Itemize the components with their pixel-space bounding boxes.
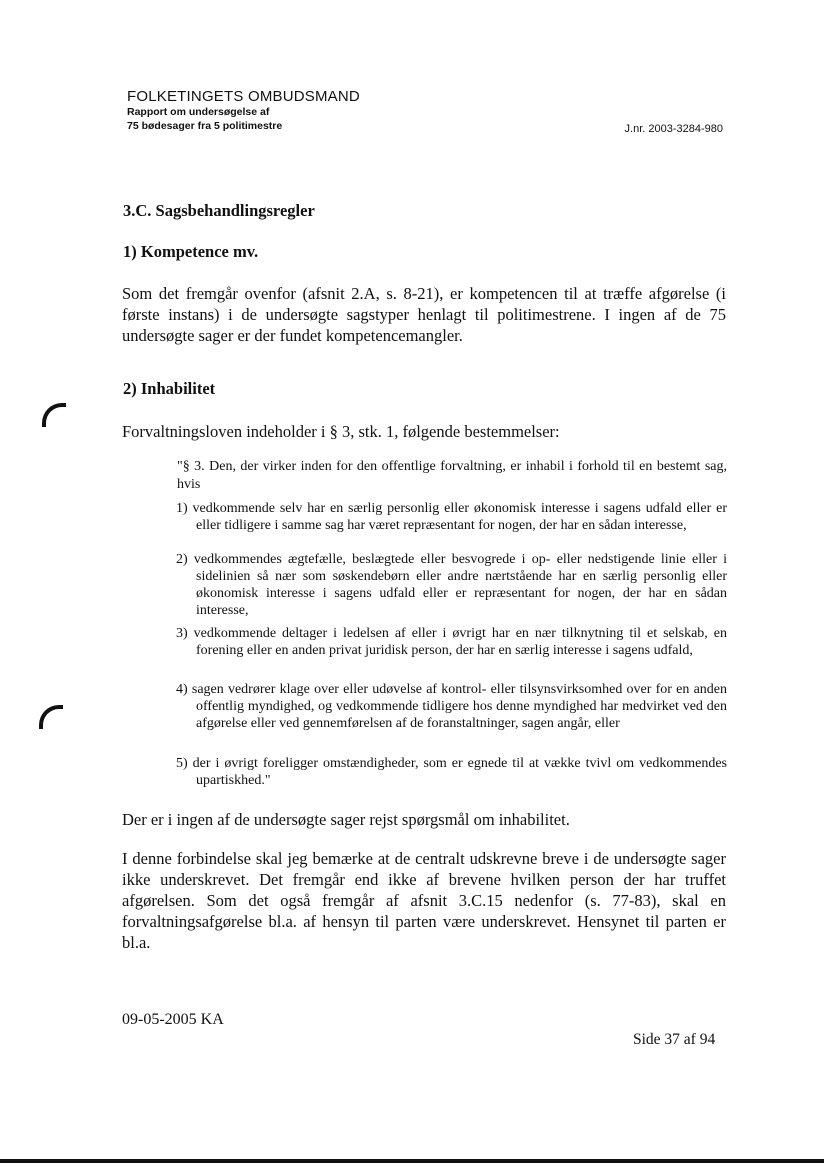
subsection-2-intro: Forvaltningsloven indeholder i § 3, stk. 1, følgende bestemmelser: [122,422,560,441]
quote-item-2: 2) vedkommendes ægtefælle, beslægtede eller besvogrede i op- eller nedstigende linie eller i sidelinien så nær som søskendebørn eller andre nærtstående har en særlig personlig eller økonomisk interesse i sagens udfald eller er repræsentant for nogen, der har en sådan interesse, [176,552,727,618]
header-subtitle-1: Rapport om undersøgelse af [127,106,270,118]
body-paragraph-1: Der er i ingen af de undersøgte sager rejst spørgsmål om inhabilitet. [122,810,570,829]
header-subtitle-2: 75 bødesager fra 5 politimestre [127,120,283,132]
footer-page-number: Side 37 af 94 [633,1031,716,1048]
header-org: FOLKETINGETS OMBUDSMAND [127,88,360,105]
quote-intro: "§ 3. Den, der virker inden for den offentlige forvaltning, er inhabil i forhold til en bestemt sag, hvis [177,459,727,492]
scan-bottom-border [0,1159,824,1163]
body-paragraph-2: I denne forbindelse skal jeg bemærke at de centralt udskrevne breve i de undersøgte sager ikke underskrevet. Det fremgår end ikke af brevene hvilken person der har truffet afgørelsen. Som det også fremgår af afsnit 3.C.15 nedenfor (s. 77-83), skal en forvaltningsafgørelse bl.a. af hensyn til parten være underskrevet. Hensynet til parten er bl.a. [122,849,726,952]
quote-item-5: 5) der i øvrigt foreligger omstændigheder, som er egnede til at vække tvivl om vedkommendes upartiskhed." [176,756,727,788]
subsection-2-title: 2) Inhabilitet [123,379,216,398]
subsection-1-title: 1) Kompetence mv. [123,242,259,261]
scan-mark-bottom [39,705,63,729]
subsection-1-text: Som det fremgår ovenfor (afsnit 2.A, s. 8-21), er kompetencen til at træffe afgørelse (i første instans) i de undersøgte sagstyper henlagt til politimestrene. I ingen af de 75 undersøgte sager er der fundet kompetencemangler. [122,284,726,345]
quote-item-4: 4) sagen vedrører klage over eller udøvelse af kontrol- eller tilsynsvirksomhed over for en anden offentlig myndighed, og vedkommende tidligere hos denne myndighed har medvirket ved den afgørelse eller ved gennemførelsen af de foranstaltninger, sagen angår, eller [176,682,727,731]
quote-item-1: 1) vedkommende selv har en særlig personlig eller økonomisk interesse i sagens udfald eller er eller tidligere i samme sag har været repræsentant for nogen, der har en sådan interesse, [176,501,727,533]
scan-mark-top [42,403,66,427]
footer-date: 09-05-2005 KA [122,1011,224,1028]
quote-item-3: 3) vedkommende deltager i ledelsen af eller i øvrigt har en nær tilknytning til et selskab, en forening eller en anden privat juridisk person, der har en særlig interesse i sagens udfald, [176,626,727,658]
journal-number: J.nr. 2003-3284-980 [624,123,723,135]
section-title: 3.C. Sagsbehandlingsregler [123,201,315,220]
